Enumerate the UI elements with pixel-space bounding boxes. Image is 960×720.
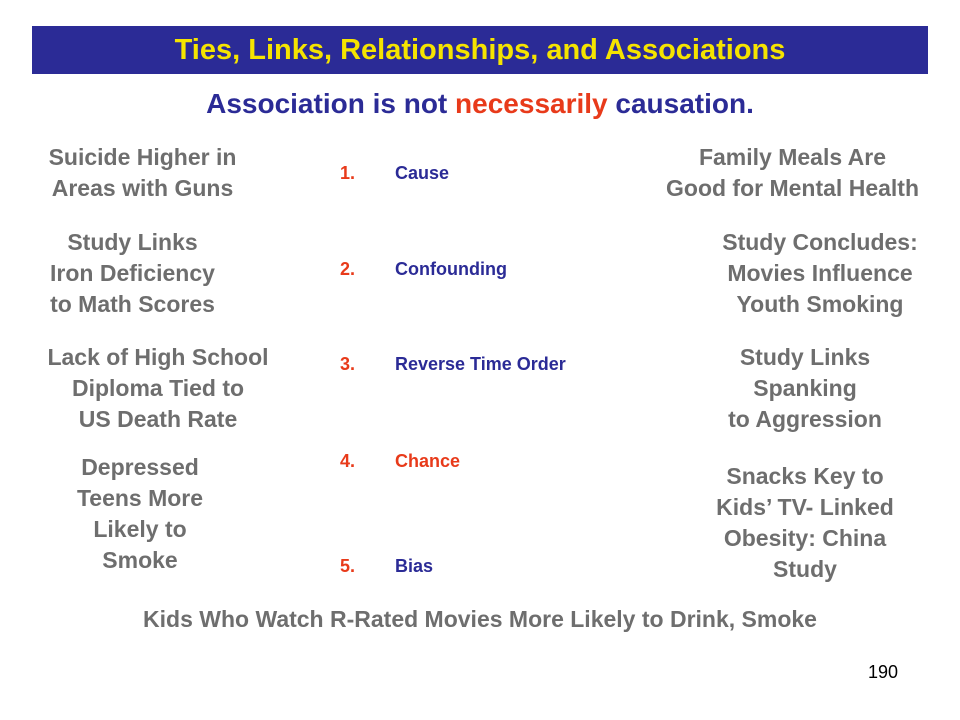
reason-number: 1. — [340, 163, 356, 183]
headline-line: Movies Influence — [727, 260, 913, 286]
headline-line: Smoke — [102, 547, 178, 573]
right-headline-spanking — [680, 342, 930, 435]
headline-line: Lack of High School — [47, 344, 269, 370]
headline-line: Suicide Higher in — [48, 144, 237, 170]
headline-line: Snacks Key to — [726, 463, 884, 489]
right-headline-movies-smoking — [690, 227, 950, 320]
subtitle-highlight: necessarily — [455, 88, 608, 119]
reason-item-cause — [340, 161, 449, 185]
reason-label: Chance — [395, 451, 461, 471]
headline-line: Teens More — [76, 485, 204, 511]
reason-label: Confounding — [395, 259, 507, 279]
subtitle-text-end: causation. — [607, 88, 754, 119]
headline-line: Study — [773, 556, 837, 582]
headline-line: to Aggression — [728, 406, 882, 432]
reason-label: Reverse Time Order — [395, 354, 566, 374]
headline-line: Study Links — [67, 229, 198, 255]
headline-line: Study Links — [739, 344, 871, 370]
reason-item-reverse-time-order — [340, 352, 566, 376]
headline-line: Spanking — [753, 375, 857, 401]
slide-subtitle — [0, 84, 960, 124]
slide-title: Ties, Links, Relationships, and Associations — [32, 26, 928, 74]
reason-number: 3. — [340, 354, 356, 374]
subtitle-text-start: Association is not — [206, 88, 456, 119]
headline-line: Kids’ TV- Linked — [716, 494, 894, 520]
headline-line: Areas with Guns — [51, 175, 234, 201]
reason-number: 5. — [340, 556, 356, 576]
headline-line: US Death Rate — [78, 406, 238, 432]
reason-label: Cause — [395, 163, 450, 183]
left-headline-teens — [30, 452, 250, 576]
left-headline-diploma — [18, 342, 298, 435]
reason-label: Bias — [395, 556, 434, 576]
right-headline-snacks — [680, 461, 930, 585]
right-headline-family-meals — [630, 142, 955, 204]
headline-line: to Math Scores — [50, 291, 215, 317]
page-number: 190 — [867, 662, 898, 682]
headline-line: Family Meals Are — [698, 144, 887, 170]
reason-item-bias — [340, 554, 433, 578]
headline-line: Study Concludes: — [722, 229, 918, 255]
headline-line: Youth Smoking — [736, 291, 904, 317]
reason-number: 2. — [340, 259, 356, 279]
reason-item-confounding — [340, 257, 507, 281]
headline-line: Diploma Tied to — [71, 375, 245, 401]
headline-line: Good for Mental Health — [666, 175, 919, 201]
headline-line: Likely to — [93, 516, 187, 542]
reason-item-chance — [340, 449, 460, 473]
headline-line: Obesity: China — [723, 525, 887, 551]
left-headline-iron — [10, 227, 255, 320]
headline-line: Iron Deficiency — [50, 260, 215, 286]
bottom-headline: Kids Who Watch R-Rated Movies More Likely to Drink, Smoke — [143, 606, 817, 632]
reason-number: 4. — [340, 451, 356, 471]
left-headline-guns — [20, 142, 265, 204]
headline-line: Depressed — [81, 454, 199, 480]
